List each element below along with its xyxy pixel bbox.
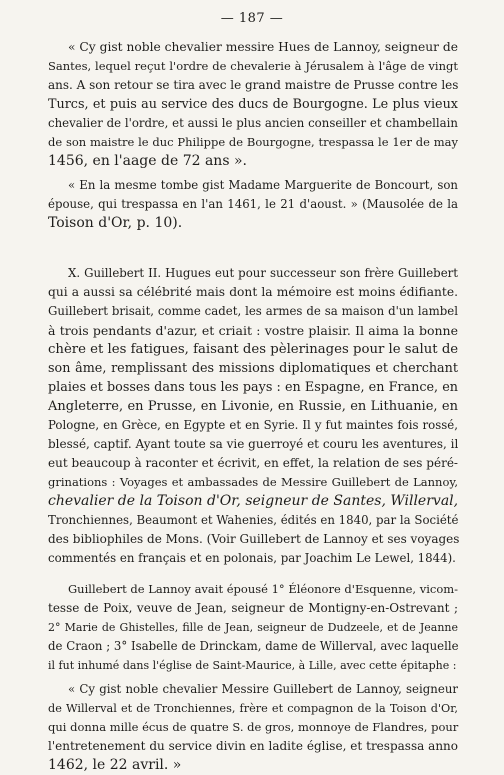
guillebert-biography-paragraph <box>48 264 458 568</box>
text-line: qui a aussi sa célébrité mais dont la mémoire est moins édifiante. <box>48 285 458 299</box>
text-line: X. Guillebert II. Hugues eut pour successeur son frère Guillebert <box>68 266 458 280</box>
text-line: épouse, qui trespassa en l'an 1461, le 21 d'aoust. » (Mausolée de la <box>48 197 458 211</box>
text-line: de Craon ; 3° Isabelle de Drinckam, dame de Willerval, avec laquelle <box>48 639 459 653</box>
epitaph-guillebert-paragraph <box>48 680 458 775</box>
text-line: Angleterre, en Prusse, en Livonie, en Russie, en Lithuanie, en <box>48 399 458 414</box>
guillebert-marriages-paragraph <box>48 580 458 675</box>
text-line: il fut inhumé dans l'église de Saint-Maurice, à Lille, avec cette épitaphe : <box>48 659 457 672</box>
text-line: des bibliophiles de Mons. (Voir Guillebert de Lannoy et ses voyages <box>48 532 460 546</box>
text-line: Toison d'Or, p. 10). <box>48 215 183 231</box>
text-line: « Cy gist noble chevalier messire Hues de Lannoy, seigneur de <box>68 40 458 54</box>
text-line: « En la mesme tombe gist Madame Marguerite de Boncourt, son <box>68 178 458 192</box>
text-line: tesse de Poix, veuve de Jean, seigneur de Montigny-en-Ostrevant ; <box>48 601 458 615</box>
text-line: de Willerval et de Tronchiennes, frère et compagnon de la Toison d'Or, <box>48 702 458 715</box>
text-line: chevalier de la Toison d'Or, seigneur de Santes, Willerval, <box>48 493 459 509</box>
text-line: 1456, en l'aage de 72 ans ». <box>48 153 247 169</box>
epitaph-marguerite-paragraph <box>48 176 458 233</box>
text-line: chevalier de l'ordre, et aussi le plus ancien conseiller et chambellain <box>48 116 458 130</box>
text-line: 1462, le 22 avril. » <box>48 757 182 773</box>
text-line: son âme, remplissant des missions diplomatiques et cherchant <box>48 361 458 376</box>
text-line: l'entretenement du service divin en ladite église, et trespassa anno <box>48 739 458 753</box>
text-line: à trois pendants d'azur, et criait : vostre plaisir. Il aima la bonne <box>48 323 458 338</box>
text-line: chère et les fatigues, faisant des pèlerinages pour le salut de <box>48 342 459 357</box>
epitaph-hues-paragraph <box>48 38 458 171</box>
text-line: qui donna mille écus de quatre S. de gros, monnoye de Flandres, pour <box>48 720 459 734</box>
text-line: grinations : Voyages et ambassades de Messire Guillebert de Lannoy, <box>48 475 458 489</box>
text-line: Tronchiennes, Beaumont et Wahenies, édités en 1840, par la Société <box>48 513 459 527</box>
text-line: Guillebert brisait, comme cadet, les armes de sa maison d'un lambel <box>48 304 458 318</box>
text-line: Pologne, en Grèce, en Egypte et en Syrie. Il y fut maintes fois rossé, <box>48 418 458 432</box>
text-line: Santes, lequel reçut l'ordre de chevalerie à Jérusalem à l'âge de vingt <box>48 59 458 73</box>
text-line: plaies et bosses dans tous les pays : en Espagne, en France, en <box>48 380 458 395</box>
text-line: 2° Marie de Ghistelles, fille de Jean, seigneur de Dudzeele, et de Jeanne <box>48 621 458 634</box>
text-line: blessé, captif. Ayant toute sa vie guerroyé et couru les aventures, il <box>48 437 459 451</box>
text-line: ans. A son retour se tira avec le grand maistre de Prusse contre les <box>48 78 459 92</box>
text-line: Turcs, et puis au service des ducs de Bourgogne. Le plus vieux <box>48 97 458 112</box>
text-line: eut beaucoup à raconter et écrivit, en effet, la relation de ses péré- <box>48 456 458 470</box>
text-line: de son maistre le duc Philippe de Bourgogne, trespassa le 1er de may <box>48 135 458 149</box>
page-number: — 187 — <box>220 11 284 26</box>
text-line: Guillebert de Lannoy avait épousé 1° Éléonore d'Esquenne, vicom- <box>68 582 459 596</box>
text-line: commentés en français et en polonais, par Joachim Le Lewel, 1844). <box>48 551 456 565</box>
text-line: « Cy gist noble chevalier Messire Guillebert de Lannoy, seigneur <box>68 682 458 696</box>
